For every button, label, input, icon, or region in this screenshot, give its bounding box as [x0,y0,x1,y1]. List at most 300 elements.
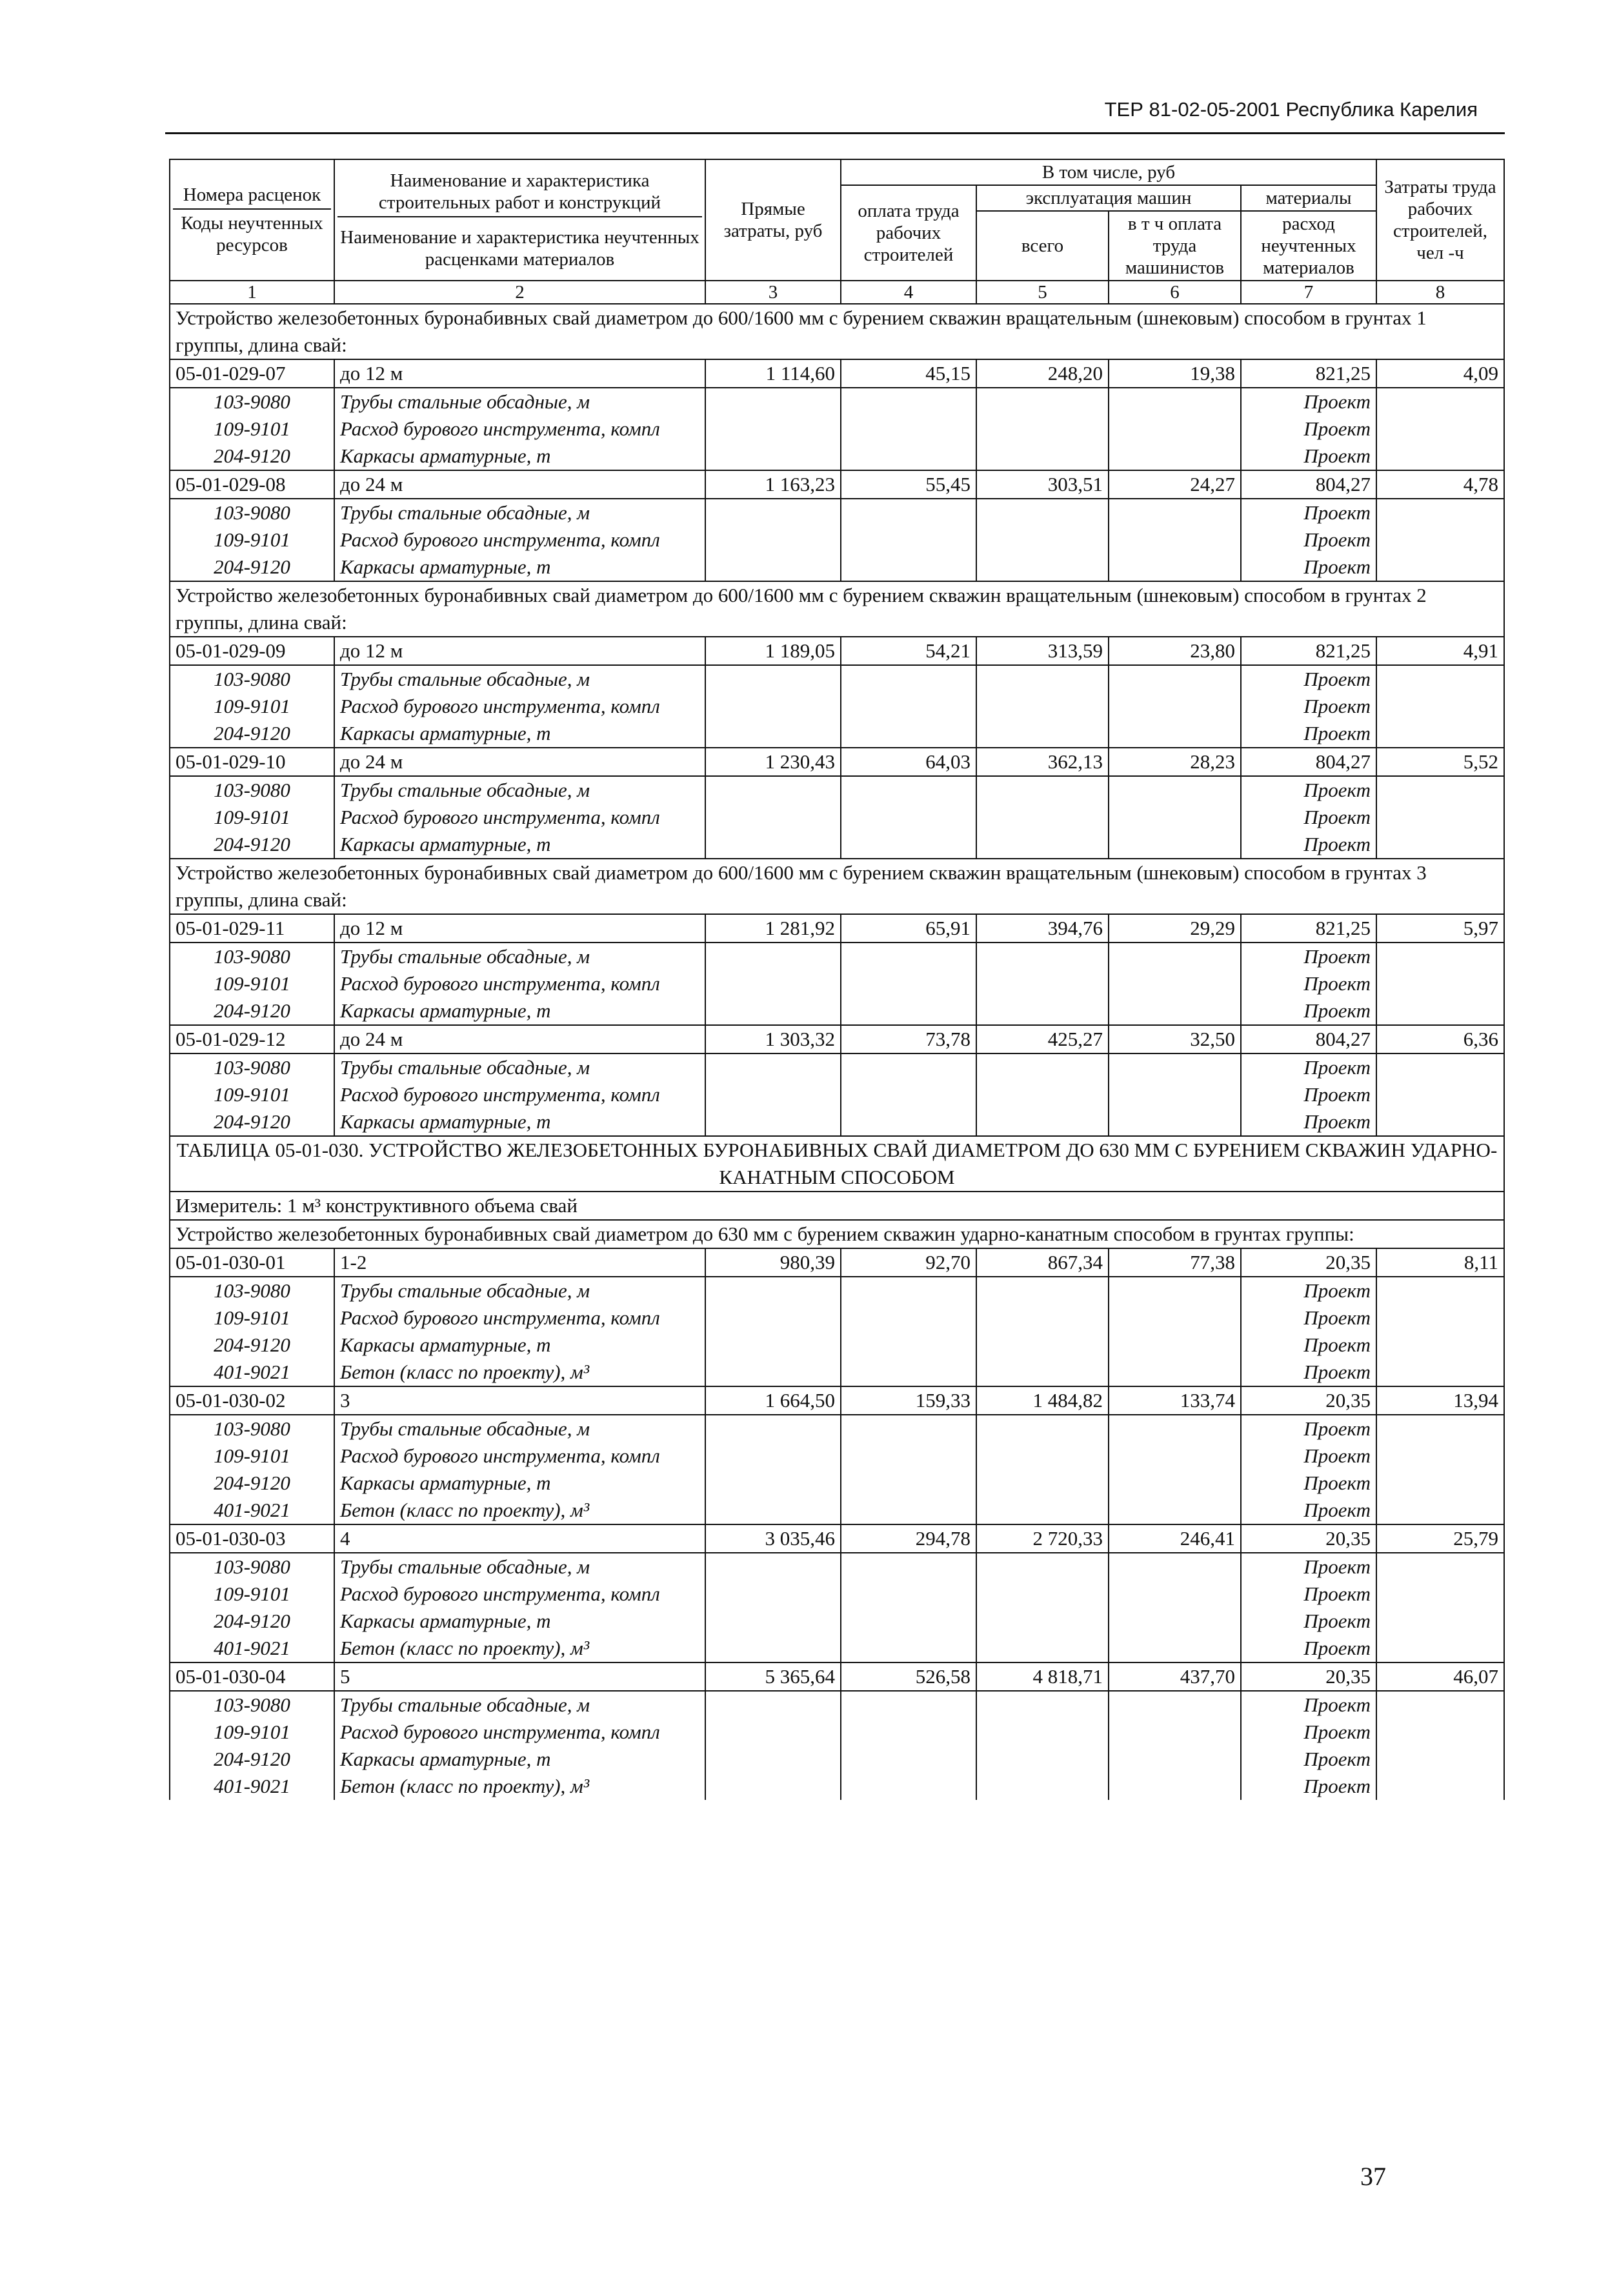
resource-code: 109-9101 [170,526,334,554]
unaccounted-materials: 20,35 [1241,1524,1376,1553]
resource-code: 103-9080 [170,776,334,804]
empty-cell [976,1691,1109,1719]
section-title-row [170,304,1504,359]
resource-code: 103-9080 [170,943,334,970]
col-header-labor: Затраты труда рабочих строителей, чел -ч [1376,159,1504,281]
material-name: Расход бурового инструмента, компл [334,693,705,720]
machines-total: 248,20 [976,359,1109,388]
empty-cell [1376,1719,1504,1746]
column-number: 4 [841,281,976,304]
empty-cell [976,1415,1109,1442]
material-name: Расход бурового инструмента, компл [334,1442,705,1470]
material-value: Проект [1241,831,1376,859]
empty-cell [976,388,1109,415]
operators-wages: 28,23 [1109,748,1241,776]
empty-cell [1109,943,1241,970]
material-value: Проект [1241,1081,1376,1108]
resource-code: 204-9120 [170,1608,334,1635]
column-number: 3 [705,281,841,304]
material-row [170,1497,1504,1524]
empty-cell [1376,1470,1504,1497]
direct-costs: 1 230,43 [705,748,841,776]
empty-cell [705,499,841,526]
page-header: ТЕР 81-02-05-2001 Республика Карелия [1104,98,1478,121]
material-value: Проект [1241,554,1376,581]
empty-cell [841,776,976,804]
empty-cell [1376,693,1504,720]
material-name: Расход бурового инструмента, компл [334,526,705,554]
material-name: Расход бурового инструмента, компл [334,415,705,443]
material-row [170,1746,1504,1773]
material-value: Проект [1241,1470,1376,1497]
rate-row [170,1386,1504,1415]
empty-cell [1109,1581,1241,1608]
unaccounted-materials: 821,25 [1241,914,1376,943]
labor-costs: 25,79 [1376,1524,1504,1553]
material-value: Проект [1241,1442,1376,1470]
material-value: Проект [1241,970,1376,997]
empty-cell [705,1415,841,1442]
empty-cell [705,693,841,720]
resource-code: 204-9120 [170,554,334,581]
empty-cell [705,1359,841,1386]
workers-wages: 159,33 [841,1386,976,1415]
material-name: Бетон (класс по проекту), м³ [334,1635,705,1662]
empty-cell [1376,1053,1504,1081]
workers-wages: 526,58 [841,1662,976,1691]
empty-cell [1376,1635,1504,1662]
empty-cell [705,776,841,804]
empty-cell [1109,1497,1241,1524]
material-row [170,1635,1504,1662]
header-rule [165,132,1505,134]
material-name: Каркасы арматурные, т [334,1108,705,1136]
material-value: Проект [1241,388,1376,415]
resource-code: 204-9120 [170,1332,334,1359]
empty-cell [841,1108,976,1136]
page-number: 37 [1360,2162,1386,2191]
workers-wages: 55,45 [841,470,976,499]
rate-code: 05-01-029-10 [170,748,334,776]
resource-code: 204-9120 [170,997,334,1025]
resource-code: 109-9101 [170,1581,334,1608]
empty-cell [976,1053,1109,1081]
empty-cell [705,1635,841,1662]
empty-cell [705,1497,841,1524]
resource-code: 401-9021 [170,1359,334,1386]
unaccounted-materials: 20,35 [1241,1662,1376,1691]
material-row [170,1277,1504,1304]
rate-name: до 24 м [334,1025,705,1053]
empty-cell [1109,1470,1241,1497]
empty-cell [705,720,841,748]
rate-code: 05-01-029-08 [170,470,334,499]
material-name: Трубы стальные обсадные, м [334,1053,705,1081]
empty-cell [976,665,1109,693]
empty-cell [1376,1691,1504,1719]
material-row [170,943,1504,970]
empty-cell [976,1773,1109,1800]
empty-cell [1376,831,1504,859]
machines-total: 394,76 [976,914,1109,943]
empty-cell [1376,415,1504,443]
empty-cell [1109,693,1241,720]
resource-code: 109-9101 [170,804,334,831]
resource-code: 204-9120 [170,1108,334,1136]
empty-cell [841,1746,976,1773]
col-header-operators-wages: в т ч оплата труда машинистов [1109,211,1241,281]
resource-code: 103-9080 [170,1415,334,1442]
empty-cell [1376,970,1504,997]
table-title-row [170,1136,1504,1192]
empty-cell [1109,443,1241,470]
material-name: Каркасы арматурные, т [334,720,705,748]
material-value: Проект [1241,1608,1376,1635]
empty-cell [1109,1108,1241,1136]
column-numbers-row [170,281,1504,304]
workers-wages: 45,15 [841,359,976,388]
empty-cell [705,443,841,470]
empty-cell [841,1635,976,1662]
material-name: Трубы стальные обсадные, м [334,776,705,804]
unaccounted-materials: 804,27 [1241,748,1376,776]
empty-cell [841,997,976,1025]
material-row [170,1304,1504,1332]
col-header-codes-bottom: Коды неучтенных ресурсов [181,213,323,255]
empty-cell [705,1581,841,1608]
empty-cell [976,997,1109,1025]
col-header-wages: оплата труда рабочих строителей [841,185,976,281]
empty-cell [1376,526,1504,554]
section-title-row [170,859,1504,914]
empty-cell [1109,1415,1241,1442]
empty-cell [1109,1691,1241,1719]
empty-cell [705,1442,841,1470]
empty-cell [1376,554,1504,581]
material-row [170,526,1504,554]
empty-cell [976,1497,1109,1524]
empty-cell [976,1719,1109,1746]
material-value: Проект [1241,1332,1376,1359]
empty-cell [976,526,1109,554]
material-value: Проект [1241,1581,1376,1608]
material-name: Расход бурового инструмента, компл [334,1581,705,1608]
material-row [170,388,1504,415]
empty-cell [976,1332,1109,1359]
empty-cell [1109,554,1241,581]
workers-wages: 294,78 [841,1524,976,1553]
rate-row [170,1524,1504,1553]
rate-row [170,914,1504,943]
empty-cell [976,1277,1109,1304]
material-name: Трубы стальные обсадные, м [334,1691,705,1719]
empty-cell [1376,1332,1504,1359]
unaccounted-materials: 804,27 [1241,470,1376,499]
rate-name: 3 [334,1386,705,1415]
empty-cell [976,943,1109,970]
machines-total: 867,34 [976,1248,1109,1277]
empty-cell [841,1277,976,1304]
empty-cell [1376,1553,1504,1581]
direct-costs: 3 035,46 [705,1524,841,1553]
col-header-names-top: Наименование и характеристика строительных работ и конструкций [337,170,702,217]
material-row [170,831,1504,859]
labor-costs: 4,09 [1376,359,1504,388]
material-value: Проект [1241,693,1376,720]
column-number: 5 [976,281,1109,304]
empty-cell [976,720,1109,748]
empty-cell [841,831,976,859]
empty-cell [841,1470,976,1497]
empty-cell [976,804,1109,831]
material-value: Проект [1241,776,1376,804]
machines-total: 4 818,71 [976,1662,1109,1691]
rate-code: 05-01-029-11 [170,914,334,943]
empty-cell [1109,415,1241,443]
rate-row [170,1662,1504,1691]
empty-cell [705,1277,841,1304]
material-value: Проект [1241,665,1376,693]
empty-cell [1109,1442,1241,1470]
operators-wages: 32,50 [1109,1025,1241,1053]
empty-cell [1109,1081,1241,1108]
empty-cell [1109,665,1241,693]
material-row [170,693,1504,720]
empty-cell [1109,720,1241,748]
section-title: Устройство железобетонных буронабивных свай диаметром до 600/1600 мм с бурением скважин вращательным (шнековым) способом в грунтах 3 группы, длина свай: [170,859,1504,914]
material-name: Трубы стальные обсадные, м [334,499,705,526]
operators-wages: 437,70 [1109,1662,1241,1691]
empty-cell [1109,1608,1241,1635]
empty-cell [976,1304,1109,1332]
empty-cell [1109,1053,1241,1081]
empty-cell [976,1553,1109,1581]
direct-costs: 1 303,32 [705,1025,841,1053]
operators-wages: 23,80 [1109,637,1241,665]
col-header-materials: материалы [1241,185,1376,211]
rate-code: 05-01-030-04 [170,1662,334,1691]
unaccounted-materials: 821,25 [1241,359,1376,388]
empty-cell [841,443,976,470]
rate-code: 05-01-029-09 [170,637,334,665]
resource-code: 109-9101 [170,1442,334,1470]
empty-cell [841,388,976,415]
material-value: Проект [1241,943,1376,970]
col-header-codes [170,159,334,281]
empty-cell [1376,1277,1504,1304]
resource-code: 109-9101 [170,415,334,443]
empty-cell [976,1108,1109,1136]
empty-cell [976,831,1109,859]
operators-wages: 246,41 [1109,1524,1241,1553]
resource-code: 204-9120 [170,443,334,470]
empty-cell [1376,997,1504,1025]
empty-cell [705,970,841,997]
resource-code: 109-9101 [170,693,334,720]
empty-cell [1376,1773,1504,1800]
rate-row [170,359,1504,388]
material-name: Бетон (класс по проекту), м³ [334,1359,705,1386]
col-header-names [334,159,705,281]
empty-cell [1376,499,1504,526]
material-value: Проект [1241,1497,1376,1524]
material-row [170,1553,1504,1581]
rate-name: до 24 м [334,470,705,499]
measure-unit: Измеритель: 1 м³ конструктивного объема свай [170,1192,1504,1220]
rate-row [170,470,1504,499]
empty-cell [1109,1553,1241,1581]
empty-cell [1376,720,1504,748]
rate-code: 05-01-030-02 [170,1386,334,1415]
material-row [170,1470,1504,1497]
empty-cell [1109,1304,1241,1332]
empty-cell [1376,1359,1504,1386]
empty-cell [841,804,976,831]
operators-wages: 24,27 [1109,470,1241,499]
material-value: Проект [1241,1415,1376,1442]
empty-cell [705,665,841,693]
empty-cell [976,970,1109,997]
section-title-row [170,581,1504,637]
material-row [170,720,1504,748]
material-name: Каркасы арматурные, т [334,1608,705,1635]
material-row [170,1108,1504,1136]
material-value: Проект [1241,1553,1376,1581]
empty-cell [705,1304,841,1332]
empty-cell [976,1581,1109,1608]
material-value: Проект [1241,1719,1376,1746]
rate-name: 1-2 [334,1248,705,1277]
operators-wages: 77,38 [1109,1248,1241,1277]
rate-code: 05-01-029-12 [170,1025,334,1053]
material-value: Проект [1241,1277,1376,1304]
empty-cell [1376,1304,1504,1332]
operators-wages: 133,74 [1109,1386,1241,1415]
rate-name: до 24 м [334,748,705,776]
labor-costs: 8,11 [1376,1248,1504,1277]
empty-cell [1109,499,1241,526]
material-row [170,1719,1504,1746]
empty-cell [841,720,976,748]
empty-cell [705,1608,841,1635]
material-value: Проект [1241,1304,1376,1332]
material-name: Бетон (класс по проекту), м³ [334,1773,705,1800]
rate-code: 05-01-030-03 [170,1524,334,1553]
material-value: Проект [1241,1691,1376,1719]
labor-costs: 13,94 [1376,1386,1504,1415]
empty-cell [1109,997,1241,1025]
empty-cell [841,415,976,443]
material-value: Проект [1241,1359,1376,1386]
machines-total: 2 720,33 [976,1524,1109,1553]
empty-cell [1376,1442,1504,1470]
material-name: Трубы стальные обсадные, м [334,388,705,415]
labor-costs: 4,78 [1376,470,1504,499]
measure-row [170,1192,1504,1220]
material-name: Трубы стальные обсадные, м [334,1277,705,1304]
empty-cell [841,1332,976,1359]
material-row [170,1691,1504,1719]
direct-costs: 980,39 [705,1248,841,1277]
empty-cell [705,1746,841,1773]
empty-cell [705,1053,841,1081]
workers-wages: 73,78 [841,1025,976,1053]
empty-cell [841,1608,976,1635]
empty-cell [705,526,841,554]
material-value: Проект [1241,720,1376,748]
machines-total: 1 484,82 [976,1386,1109,1415]
resource-code: 204-9120 [170,720,334,748]
empty-cell [841,1581,976,1608]
empty-cell [705,415,841,443]
material-name: Расход бурового инструмента, компл [334,1304,705,1332]
empty-cell [976,554,1109,581]
direct-costs: 1 664,50 [705,1386,841,1415]
direct-costs: 1 163,23 [705,470,841,499]
empty-cell [705,1719,841,1746]
material-name: Трубы стальные обсадные, м [334,1415,705,1442]
empty-cell [705,804,841,831]
workers-wages: 92,70 [841,1248,976,1277]
empty-cell [705,1691,841,1719]
empty-cell [841,1053,976,1081]
material-row [170,997,1504,1025]
material-name: Трубы стальные обсадные, м [334,665,705,693]
empty-cell [841,665,976,693]
material-value: Проект [1241,1053,1376,1081]
col-header-including: В том числе, руб [841,159,1376,185]
material-row [170,1608,1504,1635]
material-row [170,443,1504,470]
material-value: Проект [1241,1746,1376,1773]
material-value: Проект [1241,443,1376,470]
empty-cell [1376,1081,1504,1108]
material-name: Каркасы арматурные, т [334,997,705,1025]
empty-cell [841,943,976,970]
rate-code: 05-01-030-01 [170,1248,334,1277]
resource-code: 103-9080 [170,1691,334,1719]
machines-total: 303,51 [976,470,1109,499]
column-number: 6 [1109,281,1241,304]
resource-code: 204-9120 [170,831,334,859]
rate-code: 05-01-029-07 [170,359,334,388]
material-row [170,804,1504,831]
material-row [170,970,1504,997]
resource-code: 401-9021 [170,1497,334,1524]
col-header-codes-top: Номера расценок [173,184,331,210]
column-number: 8 [1376,281,1504,304]
material-name: Расход бурового инструмента, компл [334,970,705,997]
empty-cell [1109,776,1241,804]
col-header-machines: эксплуатация машин [976,185,1241,211]
empty-cell [976,776,1109,804]
empty-cell [976,1081,1109,1108]
material-row [170,1081,1504,1108]
col-header-names-bottom: Наименование и характеристика неучтенных расценками материалов [340,227,699,270]
rate-name: до 12 м [334,359,705,388]
table-title: ТАБЛИЦА 05-01-030. УСТРОЙСТВО ЖЕЛЕЗОБЕТОННЫХ БУРОНАБИВНЫХ СВАЙ ДИАМЕТРОМ ДО 630 ММ С БУРЕНИЕМ СКВАЖИН УДАРНО-КАНАТНЫМ СПОСОБОМ [170,1136,1504,1192]
workers-wages: 64,03 [841,748,976,776]
material-name: Каркасы арматурные, т [334,1332,705,1359]
material-name: Бетон (класс по проекту), м³ [334,1497,705,1524]
empty-cell [1376,1581,1504,1608]
empty-cell [1109,1359,1241,1386]
section-title-row [170,1220,1504,1248]
material-value: Проект [1241,804,1376,831]
material-name: Расход бурового инструмента, компл [334,1081,705,1108]
empty-cell [1109,804,1241,831]
empty-cell [1376,443,1504,470]
